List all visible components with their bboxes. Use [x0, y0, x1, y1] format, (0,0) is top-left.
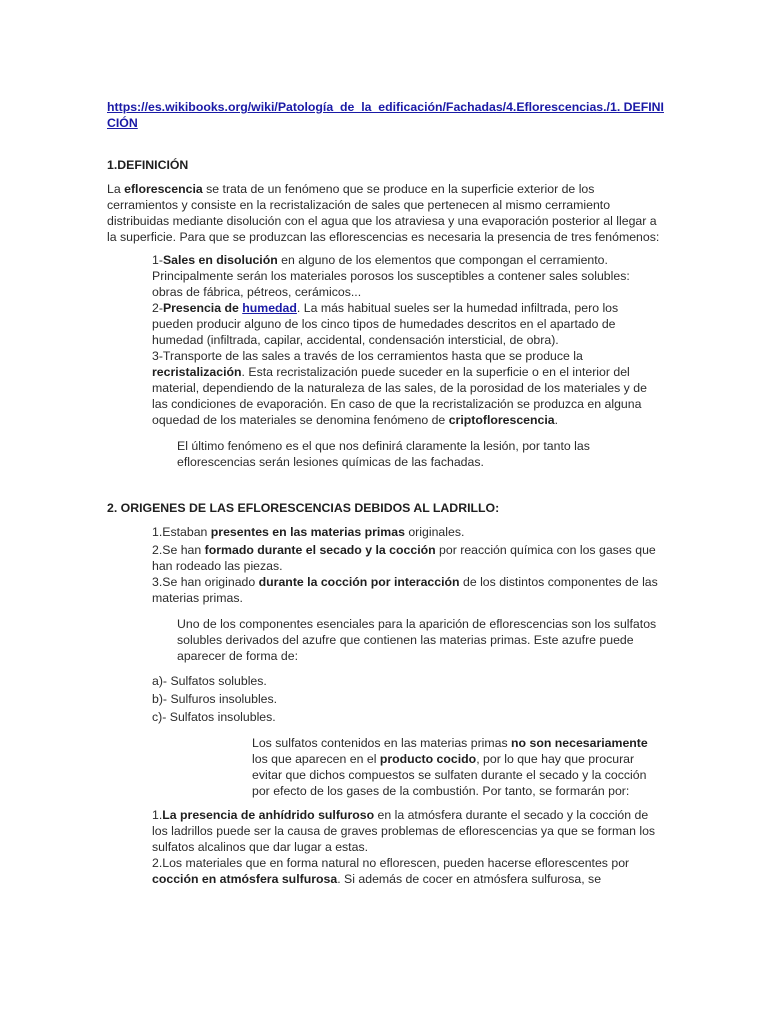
- definition-paragraph: La eflorescencia se trata de un fenómeno que se produce en la superficie exterior de los cerramientos y consiste en la recristalización de sales que pertenecen al mismo cerramiento distribuidas mediante disolución con el agua que los atraviesa y una evaporación posterior al llegar a la superficie. Para que se produzcan las eflorescencias es necesaria la presencia de tres fenómenos:: [107, 182, 660, 244]
- definition-note: El último fenómeno es el que nos definirá claramente la lesión, por tanto las eflorescencias serán lesiones químicas de las fachadas.: [177, 439, 590, 469]
- humedad-link[interactable]: humedad: [242, 301, 297, 315]
- origin-item-3: 3.Se han originado durante la cocción por interacción de los distintos componentes de las materias primas.: [152, 575, 658, 605]
- components-paragraph: Uno de los componentes esenciales para la aparición de eflorescencias son los sulfatos solubles derivados del azufre que contienen las materias primas. Este azufre puede aparecer de forma de:: [177, 617, 657, 663]
- section-heading-definicion: 1.DEFINICIÓN: [107, 158, 189, 172]
- list-item-c: c)- Sulfatos insolubles.: [152, 710, 276, 724]
- phenomenon-item-3: 3-Transporte de las sales a través de los cerramientos hasta que se produce la recristalización. Esta recristalización puede suceder en la superficie o en el interior del material, dependiendo de la naturaleza de las sales, de la porosidad de los materiales y de las condiciones de evaporación. En caso de que la recristalización se produzca en alguna oquedad de los materiales se denomina fenómeno de criptoflorescencia.: [152, 349, 647, 427]
- phenomenon-item-1: 1-Sales en disolución en alguno de los elementos que compongan el cerramiento. Principalmente serán los materiales porosos los susceptibles a contener sales solubles: obras de fábrica, pétreos, cerámicos...: [152, 253, 630, 299]
- origin-item-2: 2.Se han formado durante el secado y la cocción por reacción química con los gases que han rodeado las piezas.: [152, 543, 656, 573]
- phenomenon-item-2: 2-Presencia de humedad. La más habitual sueles ser la humedad infiltrada, pero los pueden producir alguno de los cinco tipos de humedades descritos en el apartado de humedad (infiltrada, capilar, accidental, condensación intersticial, de obra).: [152, 301, 619, 347]
- section-heading-origenes: 2. ORIGENES DE LAS EFLORESCENCIAS DEBIDOS AL LADRILLO:: [107, 501, 500, 515]
- document-page: [107, 99, 667, 887]
- list-item-b: b)- Sulfuros insolubles.: [152, 692, 278, 706]
- formation-item-1: 1.La presencia de anhídrido sulfuroso en la atmósfera durante el secado y la cocción de los ladrillos puede ser la causa de graves problemas de eflorescencias ya que se forman los sulfatos alcalinos que dar lugar a estas.: [152, 808, 656, 854]
- source-url-link[interactable]: https://es.wikibooks.org/wiki/Patología_de_la_edificación/Fachadas/4.Eflorescencias./1. DEFINICIÓN: [107, 100, 664, 130]
- sulfates-paragraph: Los sulfatos contenidos en las materias primas no son necesariamente los que aparecen en el producto cocido, por lo que hay que procurar evitar que dichos compuestos se sulfaten durante el secado y la cocción por efecto de los gases de la combustión. Por tanto, se formarán por:: [252, 736, 648, 798]
- list-item-a: a)- Sulfatos solubles.: [152, 674, 267, 688]
- formation-item-2: 2.Los materiales que en forma natural no eflorescen, pueden hacerse eflorescentes por cocción en atmósfera sulfurosa. Si además de cocer en atmósfera sulfurosa, se: [152, 856, 630, 886]
- origin-item-1: 1.Estaban presentes en las materias primas originales.: [152, 525, 465, 539]
